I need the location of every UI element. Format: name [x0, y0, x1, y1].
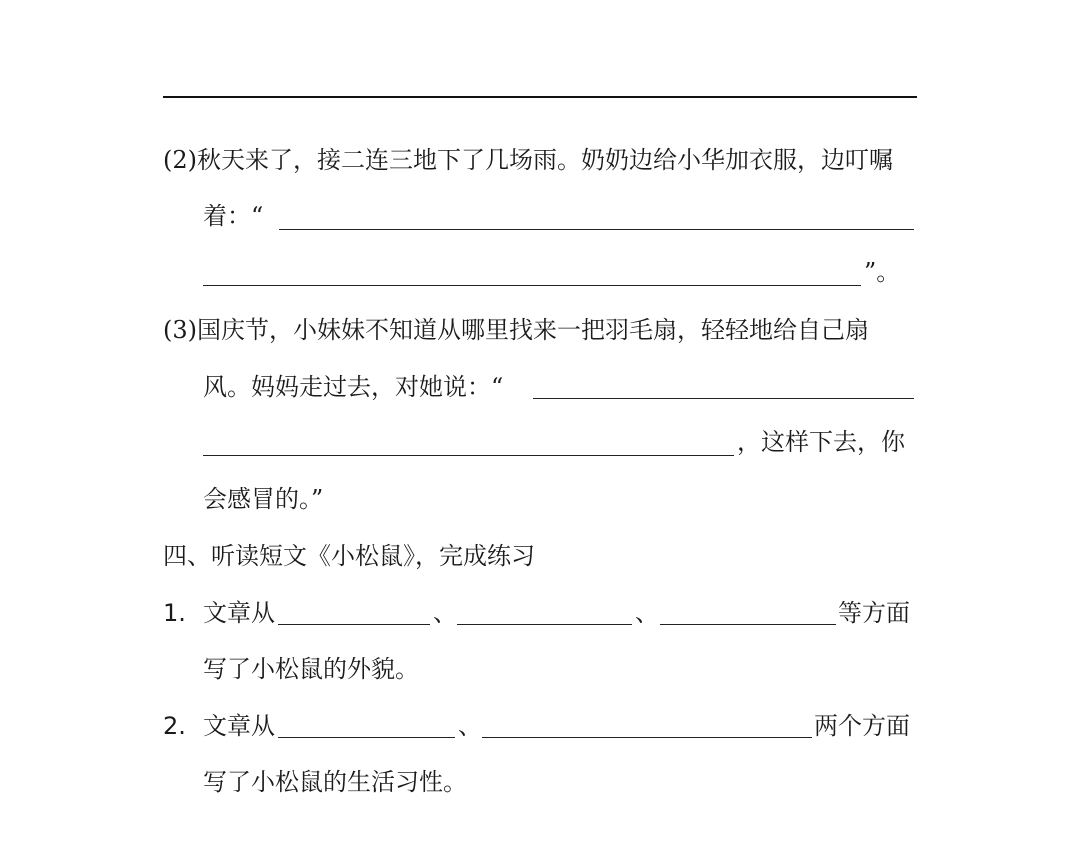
- q2-text-line1: 秋天来了，接二连三地下了几场雨。奶奶边给小华加衣服，边叮嘱: [197, 146, 893, 174]
- q3-answer-blank-1[interactable]: [533, 398, 914, 399]
- q3-line4: 会感冒的。”: [203, 485, 324, 513]
- top-rule: [163, 96, 917, 98]
- q3-text-line1: 国庆节，小妹妹不知道从哪里找来一把羽毛扇，轻轻地给自己扇: [197, 316, 869, 344]
- q2-answer-blank-2[interactable]: [203, 285, 861, 286]
- item2-blank-1[interactable]: [278, 737, 455, 738]
- item2-sep1: 、: [458, 712, 482, 740]
- item2-prefix: 文章从: [203, 712, 275, 740]
- q2-line3-suffix: ”。: [864, 258, 901, 286]
- q2-line1: [163, 143, 893, 177]
- item2-suffix: 两个方面: [814, 712, 910, 740]
- q3-line1: [163, 313, 869, 347]
- item1-blank-3[interactable]: [660, 624, 836, 625]
- item2-blank-2[interactable]: [482, 737, 812, 738]
- section4-heading: 四、听读短文《小松鼠》，完成练习: [163, 542, 535, 570]
- q3-line3-suffix: ，这样下去，你: [737, 428, 905, 456]
- item1-line2: 写了小松鼠的外貌。: [203, 655, 419, 683]
- q3-number: (3): [163, 316, 197, 344]
- item2-line2: 写了小松鼠的生活习性。: [203, 768, 467, 796]
- item1-blank-1[interactable]: [278, 624, 430, 625]
- q2-line2-prefix: 着：“: [203, 202, 264, 230]
- q2-answer-blank-1[interactable]: [279, 229, 914, 230]
- item1-prefix: 文章从: [203, 599, 275, 627]
- item1-sep1: 、: [433, 599, 457, 627]
- item1-number: 1.: [163, 599, 186, 627]
- item1-blank-2[interactable]: [457, 624, 632, 625]
- q3-answer-blank-2[interactable]: [203, 455, 734, 456]
- q2-number: (2): [163, 146, 197, 174]
- item1-suffix: 等方面: [838, 599, 910, 627]
- item2-number: 2.: [163, 712, 186, 740]
- q3-line2-prefix: 风。妈妈走过去，对她说：“: [203, 373, 504, 401]
- item1-sep2: 、: [635, 599, 659, 627]
